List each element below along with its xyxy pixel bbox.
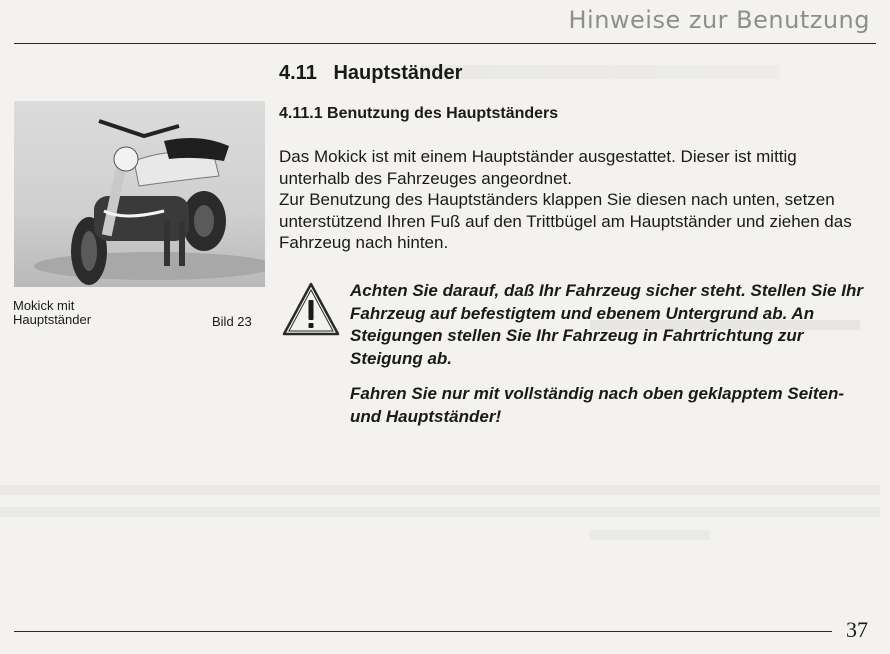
bleed-through-decoration <box>0 485 880 495</box>
running-header-title: Hinweise zur Benutzung <box>568 6 870 34</box>
motorbike-image <box>14 101 265 287</box>
bleed-through-decoration <box>590 530 710 540</box>
page-number: 37 <box>846 617 868 642</box>
mokick-photo <box>14 101 265 287</box>
warning-text <box>350 280 870 441</box>
subsection-heading: 4.11.1 Benutzung des Hauptständers <box>279 105 559 122</box>
header-rule <box>14 43 876 44</box>
bleed-through-decoration <box>0 507 880 517</box>
caption-line: Mokick mit <box>13 298 75 313</box>
paragraph: Das Mokick ist mit einem Hauptständer ausgestattet. Dieser ist mittig unterhalb des Fahrzeuges angeordnet. <box>279 147 797 188</box>
bleed-through-decoration <box>420 65 780 79</box>
caption-line: Hauptständer <box>13 312 92 327</box>
warning-triangle-icon <box>280 280 342 340</box>
warning-paragraph: Fahren Sie nur mit vollständig nach oben geklapptem Seiten- und Hauptständer! <box>350 384 845 426</box>
footer-rule <box>14 631 832 632</box>
figure-label: Bild 23 <box>212 314 252 329</box>
body-text <box>279 146 865 254</box>
paragraph: Zur Benutzung des Hauptständers klappen Sie diesen nach unten, setzen unterstützend Ihren Fuß auf den Trittbügel am Hauptständer und ziehen das Fahrzeug nach hinten. <box>279 190 852 252</box>
warning-paragraph: Achten Sie darauf, daß Ihr Fahrzeug sicher steht. Stellen Sie Ihr Fahrzeug auf befestigtem und ebenem Untergrund ab. An Steigungen stellen Sie Ihr Fahrzeug in Fahrtrichtung zur Steigung ab. <box>350 281 863 368</box>
section-heading: 4.11 Hauptständer <box>279 62 463 84</box>
figure-caption <box>13 299 91 327</box>
